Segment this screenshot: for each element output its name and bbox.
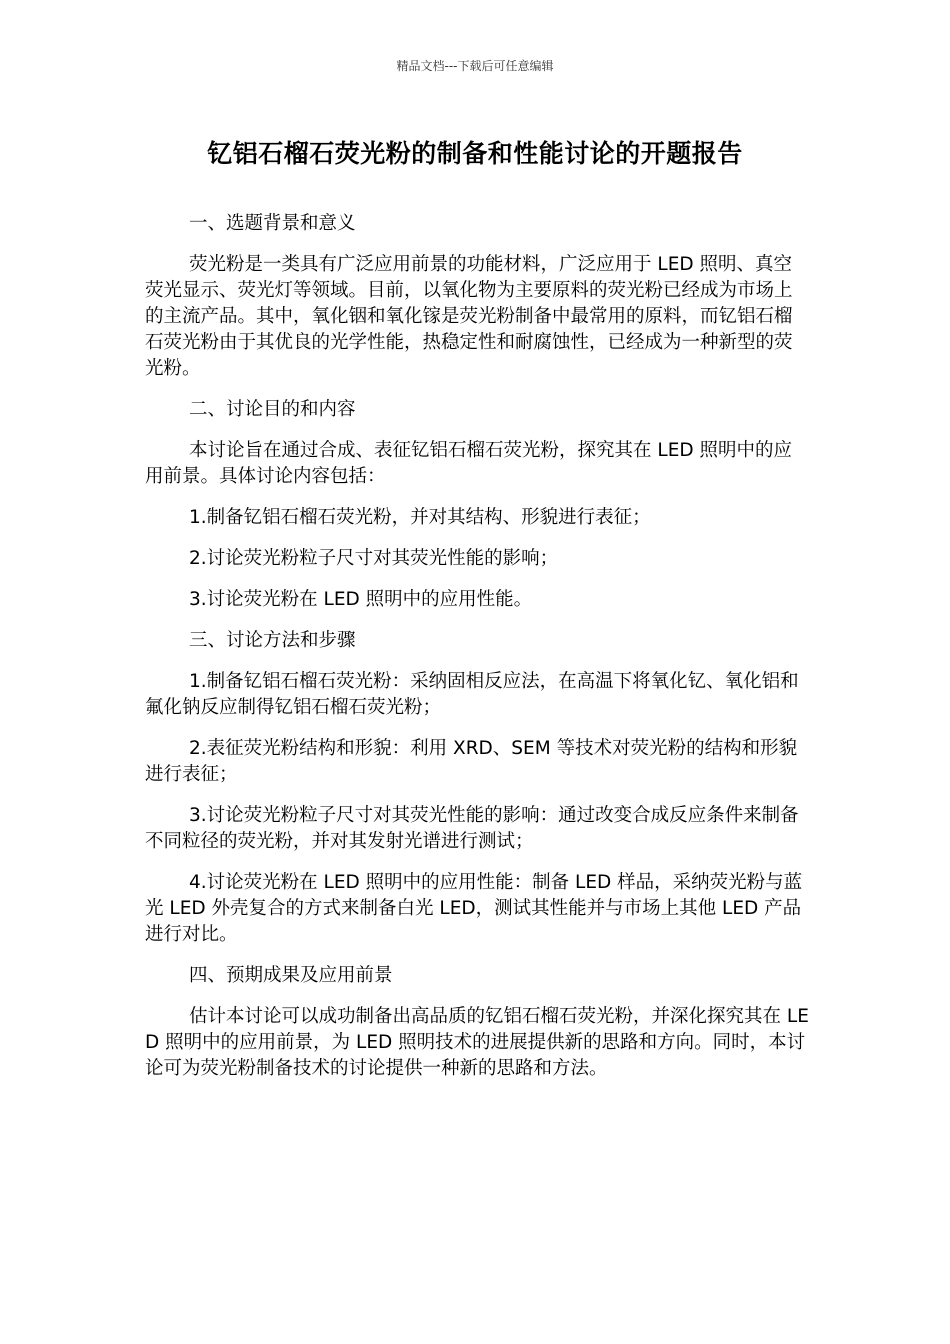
section-heading-methods: 三、讨论方法和步骤 (189, 630, 356, 651)
section-heading-purpose: 二、讨论目的和内容 (189, 399, 356, 420)
paragraph: 荧光粉是一类具有广泛应用前景的功能材料，广泛应用于 LED 照明、真空荧光显示、荧光灯等领域。目前，以氧化物为主要原料的荧光粉已经成为市场上的主流产品。其中，氧化铟和氧化镓是荧光粉制备中最常用的原料，而钇铝石榴石荧光粉由于其优良的光学性能，热稳定性和耐腐蚀性，已经成为一种新型的荧光粉。 (145, 254, 793, 379)
list-item: 4.讨论荧光粉在 LED 照明中的应用性能：制备 LED 样品，采纳荧光粉与蓝光 LED 外壳复合的方式来制备白光 LED，测试其性能并与市场上其他 LED 产品进行对比。 (145, 872, 803, 945)
section-heading-background: 一、选题背景和意义 (189, 213, 356, 234)
list-item: 2.讨论荧光粉粒子尺寸对其荧光性能的影响； (189, 548, 559, 569)
section-heading-outcomes: 四、预期成果及应用前景 (189, 965, 393, 986)
list-item: 2.表征荧光粉结构和形貌：利用 XRD、SEM 等技术对荧光粉的结构和形貌进行表征； (145, 738, 798, 785)
list-item: 1.制备钇铝石榴石荧光粉：采纳固相反应法，在高温下将氧化钇、氧化铝和氟化钠反应制得钇铝石榴石荧光粉； (145, 671, 799, 718)
header-note: 精品文档---下载后可任意编辑 (396, 59, 554, 73)
list-item: 1.制备钇铝石榴石荧光粉，并对其结构、形貌进行表征； (189, 507, 651, 528)
paragraph: 估计本讨论可以成功制备出高品质的钇铝石榴石荧光粉，并深化探究其在 LED 照明中的应用前景，为 LED 照明技术的进展提供新的思路和方向。同时，本讨论可为荧光粉制备技术的讨论提供一种新的思路和方法。 (145, 1006, 809, 1079)
document-title: 钇铝石榴石荧光粉的制备和性能讨论的开题报告 (207, 139, 743, 168)
paragraph: 本讨论旨在通过合成、表征钇铝石榴石荧光粉，探究其在 LED 照明中的应用前景。具体讨论内容包括： (145, 440, 793, 487)
document-body (145, 211, 810, 1097)
list-item: 3.讨论荧光粉粒子尺寸对其荧光性能的影响：通过改变合成反应条件来制备不同粒径的荧光粉，并对其发射光谱进行测试； (145, 805, 799, 852)
list-item: 3.讨论荧光粉在 LED 照明中的应用性能。 (189, 589, 533, 610)
